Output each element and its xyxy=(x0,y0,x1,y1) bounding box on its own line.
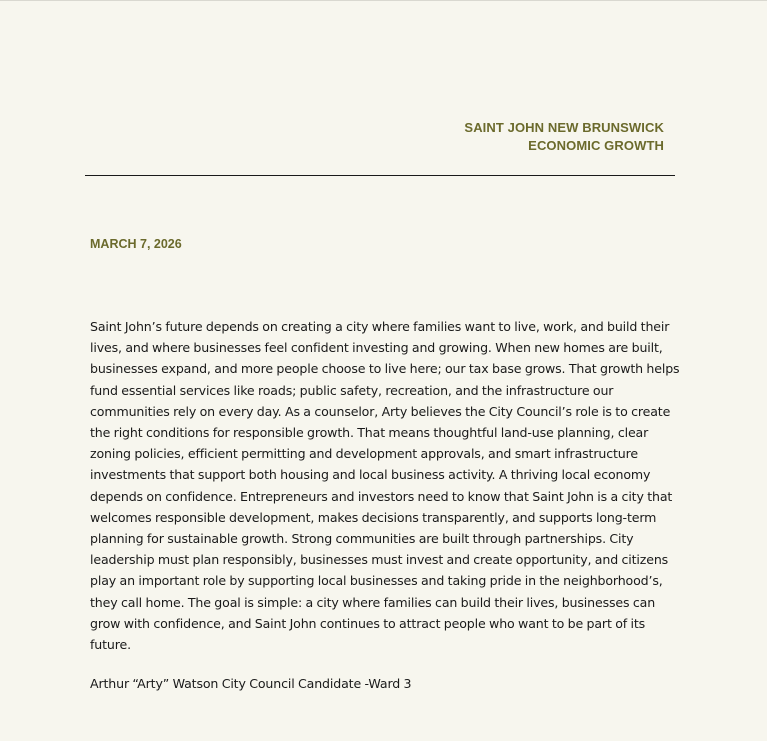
header-line-location: SAINT JOHN NEW BRUNSWICK xyxy=(464,120,664,135)
body-paragraph xyxy=(90,316,680,655)
body-line: welcomes responsible development, makes decisions transparently, and supports long-term xyxy=(90,509,657,525)
header-line-topic: ECONOMIC GROWTH xyxy=(528,138,664,153)
body-line: Saint John’s future depends on creating a city where families want to live, work, and build their xyxy=(90,319,670,334)
body-line: planning for sustainable growth. Strong communities are built through partnerships. City xyxy=(90,531,634,547)
body-line: play an important role by supporting local businesses and taking pride in the neighborhood’s, xyxy=(90,573,663,589)
body-line: future. xyxy=(90,637,131,653)
signature-line: Arthur “Arty” Watson City Council Candidate -Ward 3 xyxy=(90,676,412,691)
body-line: investments that support both housing and local business activity. A thriving local economy xyxy=(90,467,651,483)
top-border xyxy=(0,0,767,1)
document-date: MARCH 7, 2026 xyxy=(90,237,182,251)
body-line: fund essential services like roads; public safety, recreation, and the infrastructure our xyxy=(90,382,614,398)
body-line: businesses expand, and more people choose to live here; our tax base grows. That growth helps xyxy=(90,361,680,377)
header-divider xyxy=(85,175,675,176)
document-header xyxy=(464,119,664,155)
body-line: the right conditions for responsible growth. That means thoughtful land-use planning, clear xyxy=(90,425,649,441)
body-line: they call home. The goal is simple: a city where families can build their lives, businesses can xyxy=(90,594,656,610)
body-line: depends on confidence. Entrepreneurs and investors need to know that Saint John is a city that xyxy=(90,488,673,504)
body-line: lives, and where businesses feel confident investing and growing. When new homes are built, xyxy=(90,340,663,356)
body-line: communities rely on every day. As a counselor, Arty believes the City Council’s role is to create xyxy=(90,403,671,419)
body-line: leadership must plan responsibly, businesses must invest and create opportunity, and citizens xyxy=(90,552,669,568)
body-line: zoning policies, efficient permitting and development approvals, and smart infrastructure xyxy=(90,446,638,462)
body-line: grow with confidence, and Saint John continues to attract people who want to be part of its xyxy=(90,615,646,631)
